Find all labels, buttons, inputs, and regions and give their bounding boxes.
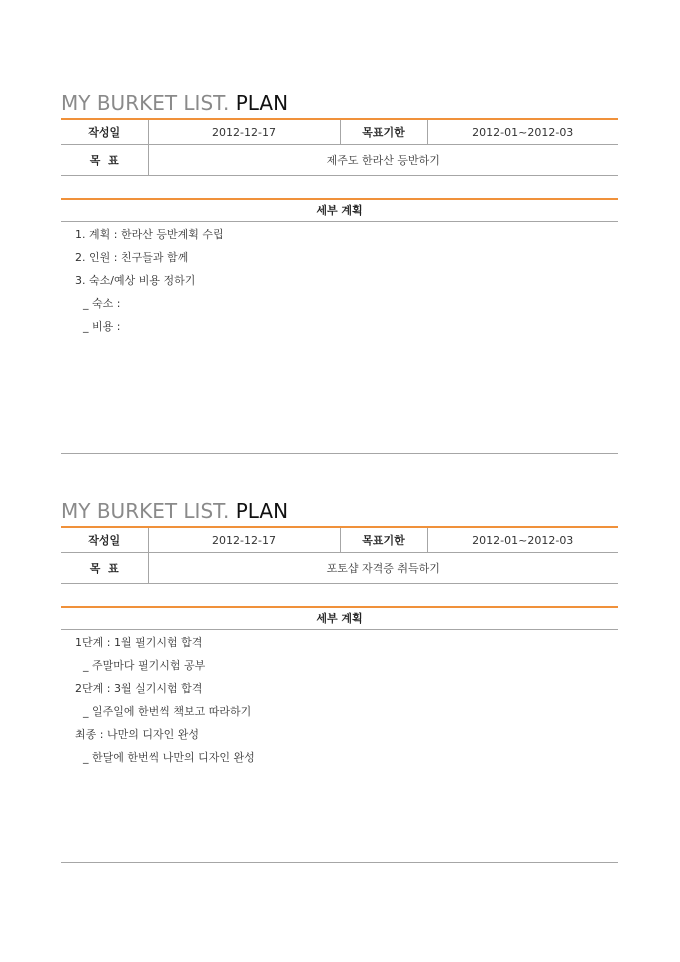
deadline-label: 목표기한 [340, 119, 427, 145]
deadline-value: 2012-01~2012-03 [427, 119, 618, 145]
detail-plan-body [61, 630, 618, 863]
detail-line: _ 비용 : [83, 320, 121, 333]
detail-line: 2단계 : 3월 실기시험 합격 [75, 682, 203, 695]
detail-plan-header: 세부 계획 [61, 198, 618, 222]
plan-title-bold: PLAN [235, 91, 289, 115]
plan-section-1 [61, 88, 618, 454]
goal-value: 제주도 한라산 등반하기 [148, 145, 618, 176]
detail-line: 3. 숙소/예상 비용 정하기 [75, 274, 196, 287]
goal-value: 포토샵 자격증 취득하기 [148, 553, 618, 584]
written-date-label: 작성일 [61, 119, 148, 145]
detail-plan-body [61, 222, 618, 454]
detail-line: _ 숙소 : [83, 297, 121, 310]
deadline-label: 목표기한 [340, 527, 427, 553]
plan-title-light: MY BURKET LIST. [61, 499, 230, 523]
detail-line: _ 일주일에 한번씩 책보고 따라하기 [83, 705, 252, 718]
plan-info-table [61, 526, 618, 584]
plan-section-2 [61, 496, 618, 863]
plan-title-light: MY BURKET LIST. [61, 91, 230, 115]
detail-plan-header: 세부 계획 [61, 606, 618, 630]
goal-label: 목 표 [61, 553, 148, 584]
plan-title-bold: PLAN [235, 499, 289, 523]
detail-line: 최종 : 나만의 디자인 완성 [75, 728, 199, 741]
plan-info-table [61, 118, 618, 176]
detail-line: _ 한달에 한번씩 나만의 디자인 완성 [83, 751, 255, 764]
goal-label: 목 표 [61, 145, 148, 176]
detail-line: 2. 인원 : 친구들과 함께 [75, 251, 189, 264]
detail-line: 1. 계획 : 한라산 등반계획 수립 [75, 228, 224, 241]
written-date-value: 2012-12-17 [148, 119, 340, 145]
written-date-value: 2012-12-17 [148, 527, 340, 553]
deadline-value: 2012-01~2012-03 [427, 527, 618, 553]
plan-title [61, 496, 618, 526]
detail-line: 1단계 : 1월 필기시험 합격 [75, 636, 203, 649]
written-date-label: 작성일 [61, 527, 148, 553]
detail-line: _ 주말마다 필기시험 공부 [83, 659, 206, 672]
plan-title [61, 88, 618, 118]
